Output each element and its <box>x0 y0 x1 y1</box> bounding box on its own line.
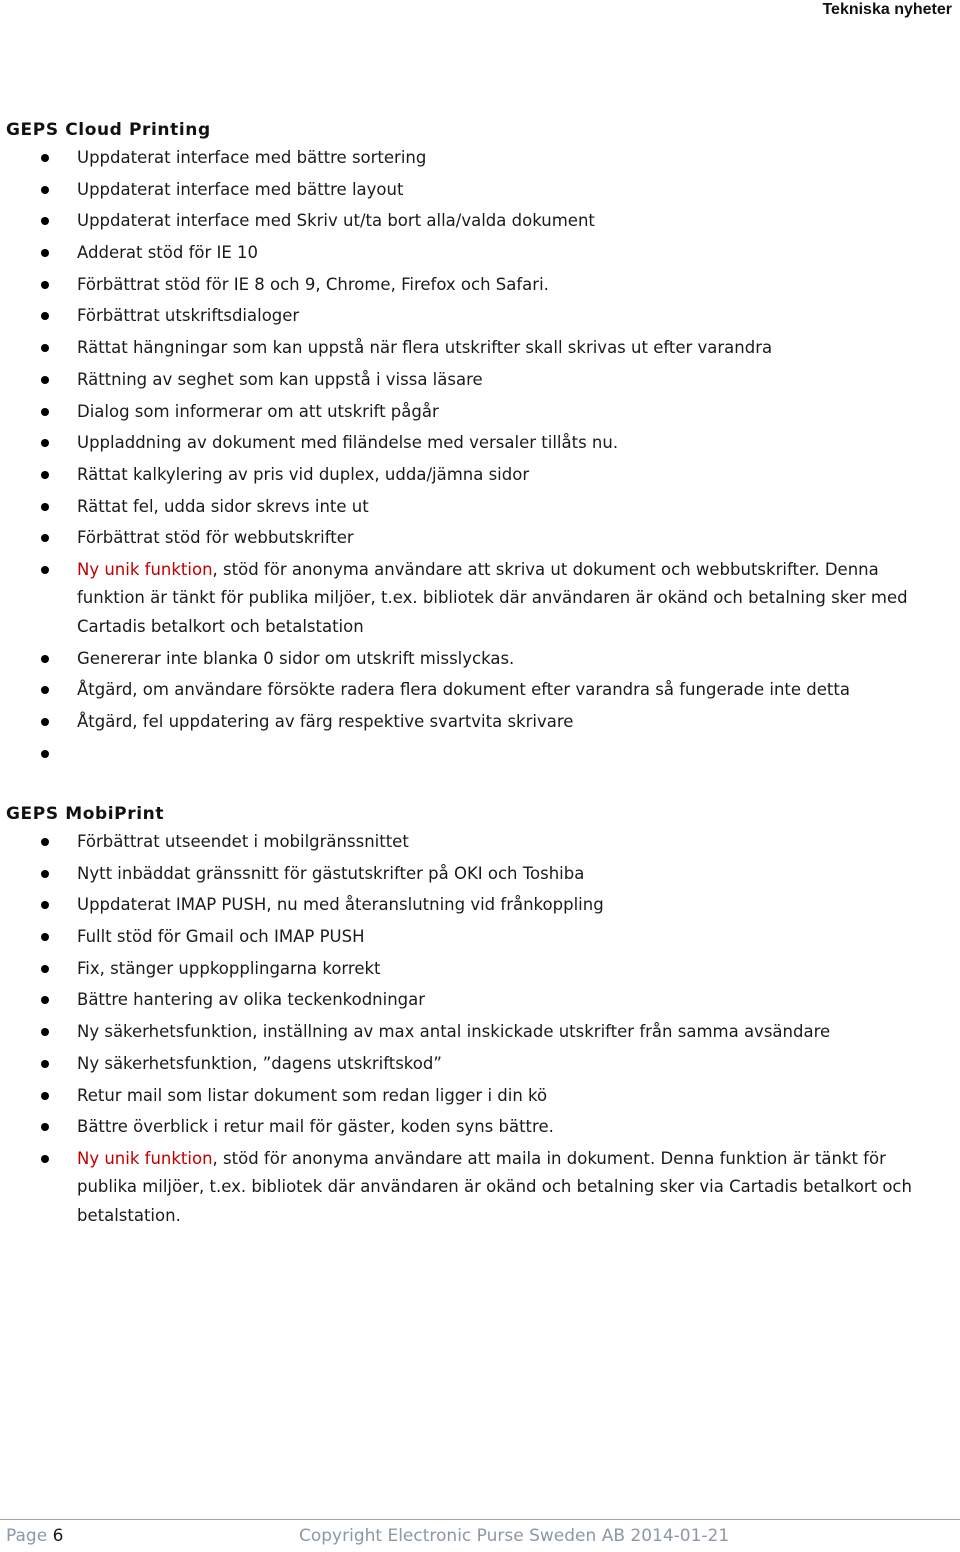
list-item <box>0 271 960 300</box>
item-text: Förbättrat utseendet i mobilgränssnittet <box>77 832 409 851</box>
item-text: Genererar inte blanka 0 sidor om utskrift misslyckas. <box>77 648 515 668</box>
list-item <box>0 493 960 522</box>
list-item <box>0 334 960 363</box>
list-item <box>0 891 960 920</box>
item-text: Uppdaterat IMAP PUSH, nu med återanslutning vid frånkoppling <box>77 895 604 915</box>
list-item <box>0 207 960 236</box>
item-text: Uppladdning av dokument med filändelse med versaler tillåts nu. <box>77 433 619 453</box>
list-item <box>0 429 960 458</box>
footer-divider <box>0 1519 960 1520</box>
copyright-notice: Copyright Electronic Purse Sweden AB 2014-01-21 <box>299 1526 730 1546</box>
list-item <box>0 645 960 674</box>
list-item <box>0 1050 960 1079</box>
mobiprint-feature-list <box>0 828 960 1230</box>
item-text: Förbättrat stöd för IE 8 och 9, Chrome, Firefox och Safari. <box>77 274 549 294</box>
list-item <box>0 239 960 268</box>
item-text: Rättat hängningar som kan uppstå när flera utskrifter skall skrivas ut efter varandra <box>77 338 773 358</box>
cloud-feature-list <box>0 144 960 768</box>
list-item <box>0 366 960 395</box>
item-text: Ny säkerhetsfunktion, ”dagens utskriftskod” <box>77 1053 442 1073</box>
page-indicator <box>6 1524 63 1548</box>
list-item <box>0 144 960 173</box>
section-mobiprint <box>0 803 960 1234</box>
list-item <box>0 986 960 1015</box>
item-text: Förbättrat stöd för webbutskrifter <box>77 528 354 548</box>
item-text: Nytt inbäddat gränssnitt för gästutskrifter på OKI och Toshiba <box>77 863 585 883</box>
item-text: Rättat fel, udda sidor skrevs inte ut <box>77 496 369 516</box>
running-header: Tekniska nyheter <box>822 1 952 18</box>
list-item <box>0 302 960 331</box>
list-item <box>0 1082 960 1111</box>
list-item <box>0 1145 960 1231</box>
section-cloud-printing <box>0 119 960 771</box>
item-text: , stöd för anonyma användare att maila in dokument. Denna funktion är tänkt för publika miljöer, t.ex. bibliotek där användaren är okänd och betalning sker via Cartadis betalkort och betalstation. <box>77 1148 912 1225</box>
item-text: Uppdaterat interface med Skriv ut/ta bort alla/valda dokument <box>77 211 595 231</box>
item-text: Fix, stänger uppkopplingarna korrekt <box>77 958 381 978</box>
item-text: Adderat stöd för IE 10 <box>77 243 259 263</box>
list-item <box>0 556 960 642</box>
list-item <box>0 860 960 889</box>
list-item <box>0 708 960 737</box>
highlight-text: Ny unik funktion <box>77 1148 213 1168</box>
list-item <box>0 923 960 952</box>
item-text: Uppdaterat interface med bättre layout <box>77 179 404 199</box>
item-text: Fullt stöd för Gmail och IMAP PUSH <box>77 927 365 947</box>
item-text: , stöd för anonyma användare att skriva ut dokument och webbutskrifter. Denna funktion är tänkt för publika miljöer, t.ex. bibliotek där användaren är okänd och betalning sker med Cartadis betalkort och betalstation <box>77 559 908 636</box>
page-label: Page <box>6 1526 48 1546</box>
item-text: Dialog som informerar om att utskrift pågår <box>77 401 439 421</box>
item-text: Åtgärd, om användare försökte radera flera dokument efter varandra så fungerade inte detta <box>77 680 850 700</box>
list-item <box>0 1113 960 1142</box>
list-item <box>0 740 960 769</box>
list-item <box>0 461 960 490</box>
item-text: Bättre överblick i retur mail för gäster, koden syns bättre. <box>77 1117 554 1137</box>
list-item <box>0 828 960 857</box>
item-text: Rättat kalkylering av pris vid duplex, udda/jämna sidor <box>77 464 530 484</box>
item-text: Rättning av seghet som kan uppstå i vissa läsare <box>77 369 483 389</box>
list-item <box>0 524 960 553</box>
section-title-cloud: GEPS Cloud Printing <box>6 120 211 140</box>
item-text: Åtgärd, fel uppdatering av färg respektive svartvita skrivare <box>77 712 574 731</box>
item-text: Förbättrat utskriftsdialoger <box>77 306 300 326</box>
list-item <box>0 955 960 984</box>
highlight-text: Ny unik funktion <box>77 559 213 579</box>
item-text: Bättre hantering av olika teckenkodningar <box>77 990 426 1010</box>
list-item <box>0 1018 960 1047</box>
page-number: 6 <box>52 1526 64 1546</box>
list-item <box>0 176 960 205</box>
item-text: Ny säkerhetsfunktion, inställning av max antal inskickade utskrifter från samma avsändare <box>77 1022 831 1042</box>
section-title-mobiprint: GEPS MobiPrint <box>6 804 165 824</box>
list-item <box>0 398 960 427</box>
list-item <box>0 676 960 705</box>
item-text: Retur mail som listar dokument som redan ligger i din kö <box>77 1085 548 1105</box>
item-text: Uppdaterat interface med bättre sortering <box>77 148 427 167</box>
